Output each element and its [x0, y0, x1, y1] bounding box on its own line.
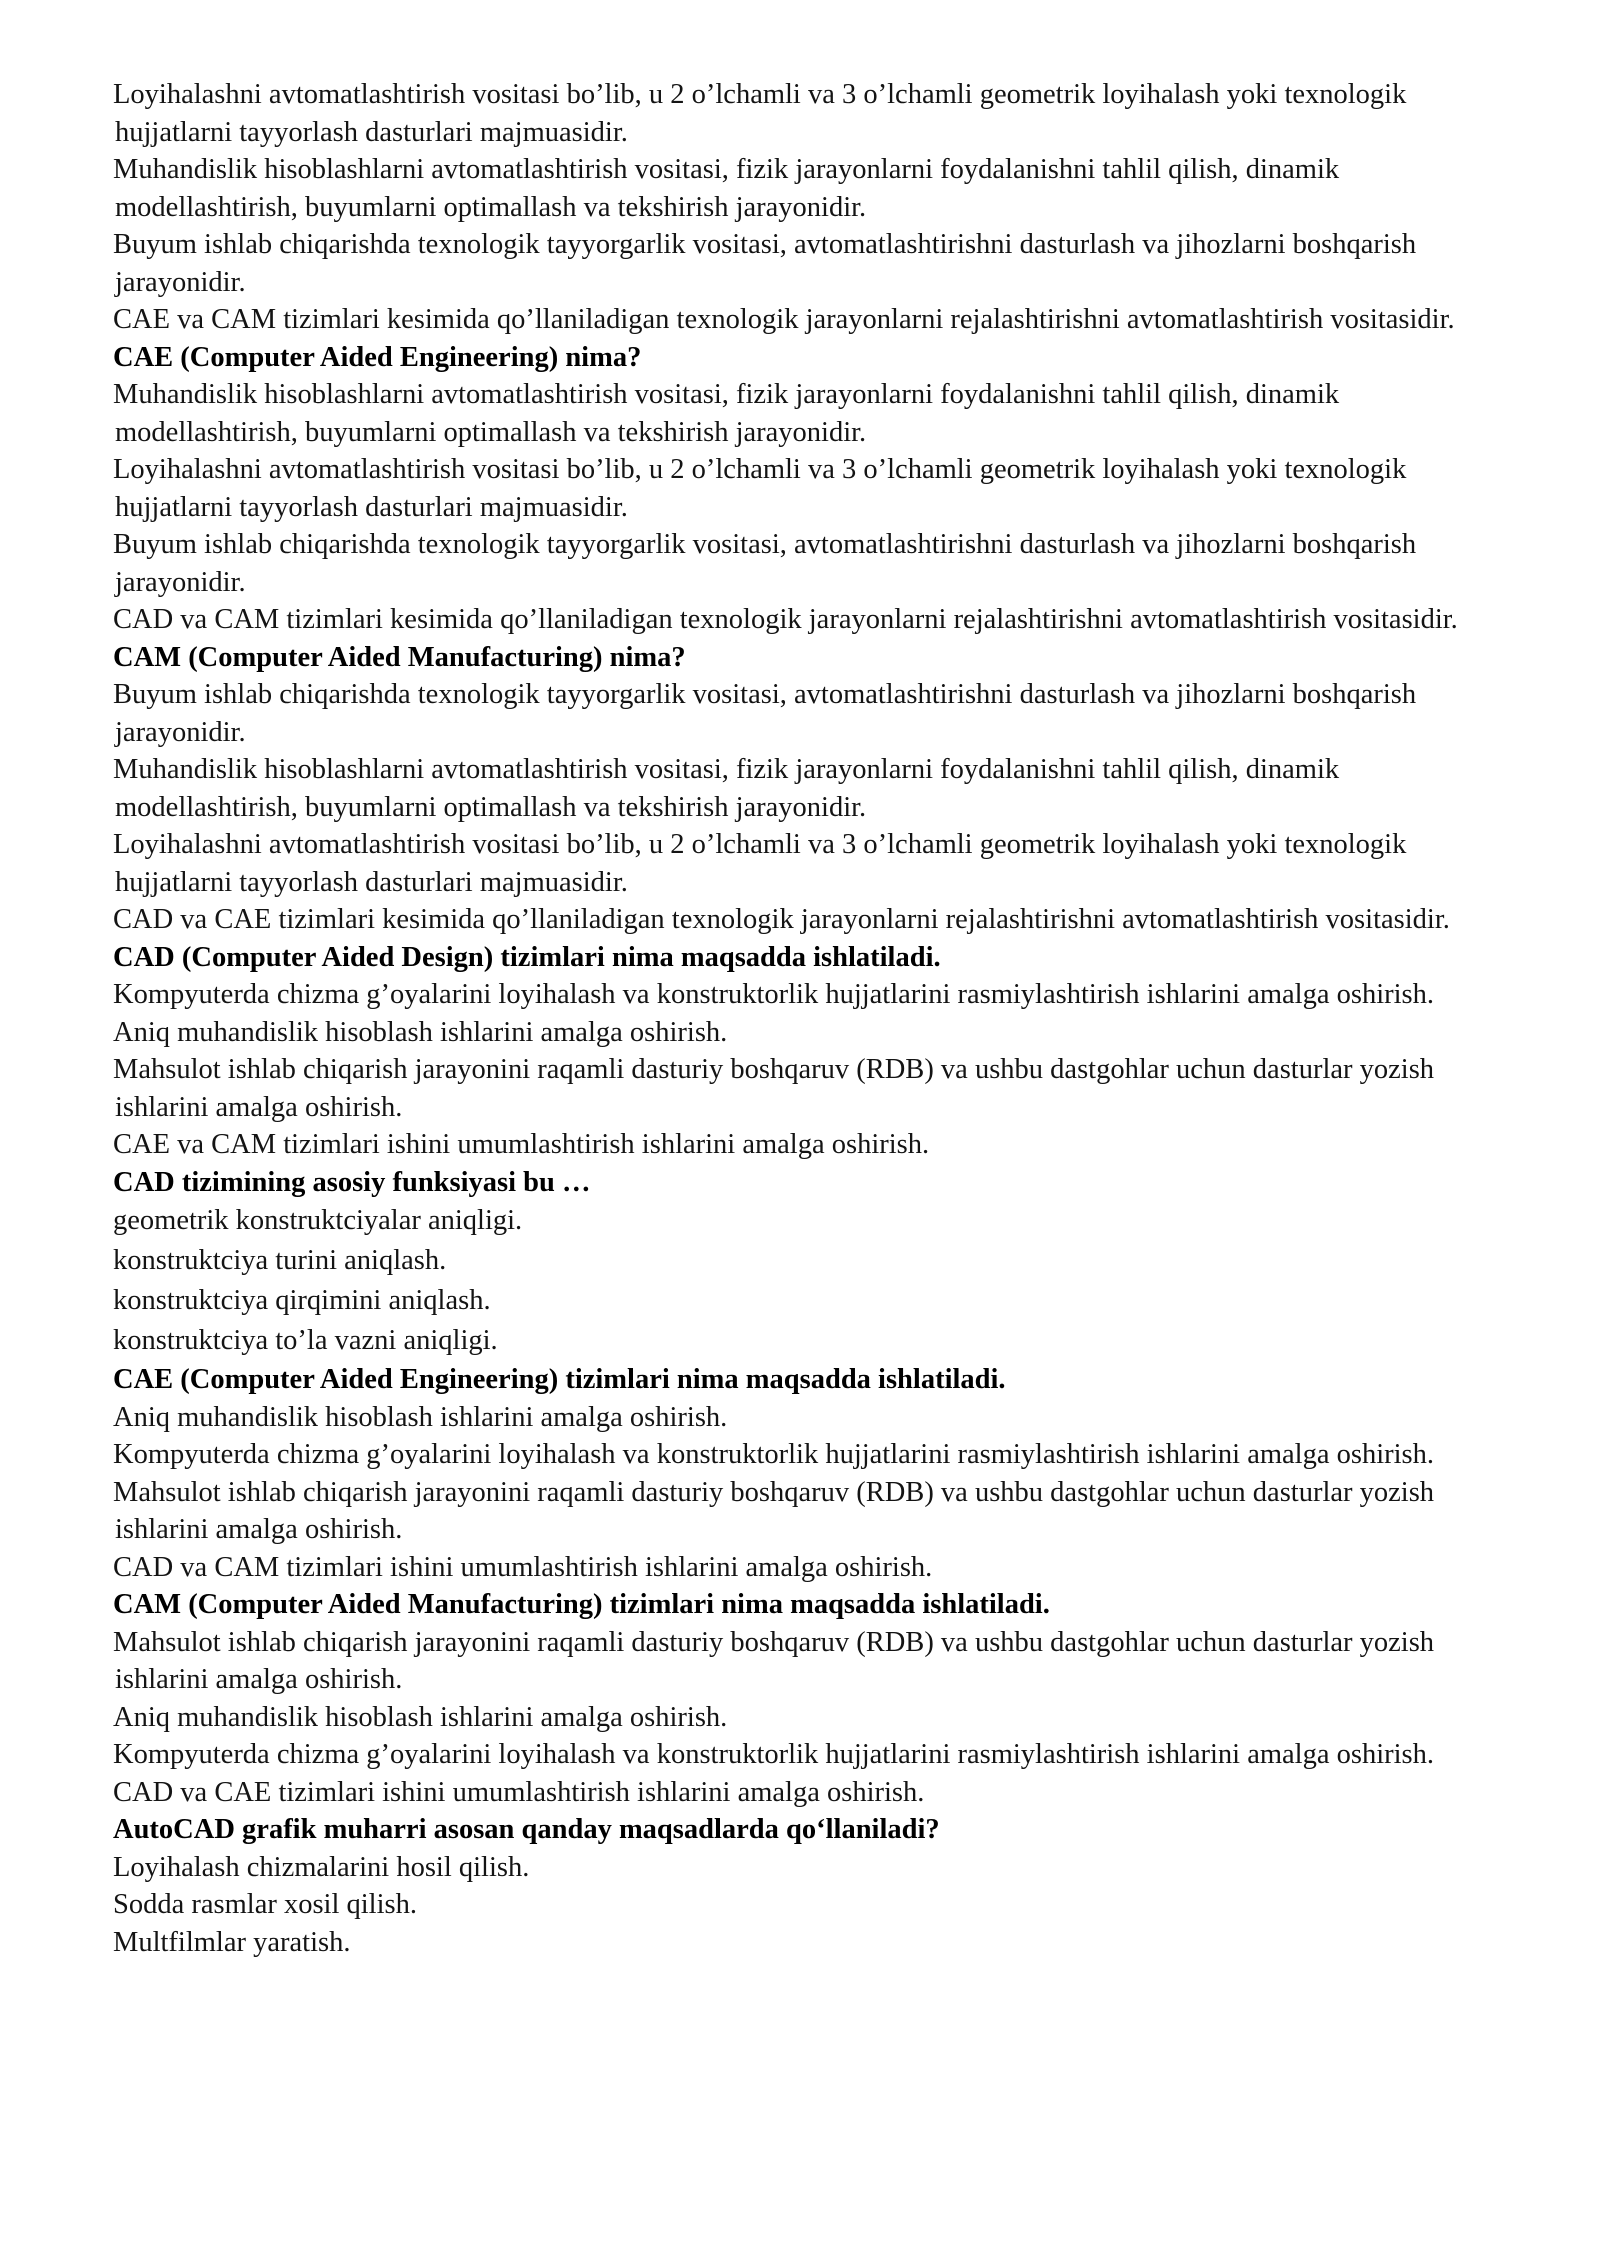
- answer-option: Aniq muhandislik hisoblash ishlarini amalga oshirish.: [113, 1016, 728, 1048]
- question-heading: CAE (Computer Aided Engineering) nima?: [113, 341, 642, 373]
- answer-option: konstruktciya turini aniqlash.: [113, 1245, 447, 1276]
- answer-option: Kompyuterda chizma g’oyalarini loyihalash va konstruktorlik hujjatlarini rasmiylashtirish ishlarini amalga oshirish.: [113, 1739, 1435, 1770]
- answer-option: CAE va CAM tizimlari ishini umumlashtirish ishlarini amalga oshirish.: [113, 1129, 930, 1160]
- answer-option: Buyum ishlab chiqarishda texnologik tayyorgarlik vositasi, avtomatlashtirishni dasturlash va jihozlarni boshqarish jarayonidir.: [113, 679, 1417, 748]
- answer-option: Aniq muhandislik hisoblash ishlarini amalga oshirish.: [113, 1701, 728, 1733]
- answer-option: Kompyuterda chizma g’oyalarini loyihalash va konstruktorlik hujjatlarini rasmiylashtirish ishlarini amalga oshirish.: [113, 979, 1435, 1010]
- answer-option: konstruktciya to’la vazni aniqligi.: [113, 1325, 498, 1356]
- answer-option: Loyihalashni avtomatlashtirish vositasi bo’lib, u 2 o’lchamli va 3 o’lchamli geometrik loyihalash yoki texnologik hujjatlarni tayyorlash dasturlari majmuasidir.: [113, 454, 1407, 523]
- answer-option: konstruktciya qirqimini aniqlash.: [113, 1285, 491, 1316]
- answer-option: CAD va CAM tizimlari kesimida qo’llaniladigan texnologik jarayonlarni rejalashtirishni avtomatlashtirish vositasidir.: [113, 604, 1458, 635]
- answer-option: Loyihalashni avtomatlashtirish vositasi bo’lib, u 2 o’lchamli va 3 o’lchamli geometrik loyihalash yoki texnologik hujjatlarni tayyorlash dasturlari majmuasidir.: [113, 79, 1407, 148]
- answer-option: Aniq muhandislik hisoblash ishlarini amalga oshirish.: [113, 1401, 728, 1433]
- question-heading: AutoCAD grafik muharri asosan qanday maqsadlarda qo‘llaniladi?: [113, 1814, 940, 1845]
- question-heading: CAD tizimining asosiy funksiyasi bu …: [113, 1166, 591, 1198]
- answer-option: Loyihalashni avtomatlashtirish vositasi bo’lib, u 2 o’lchamli va 3 o’lchamli geometrik loyihalash yoki texnologik hujjatlarni tayyorlash dasturlari majmuasidir.: [113, 829, 1407, 898]
- question-heading: CAM (Computer Aided Manufacturing) nima?: [113, 641, 686, 673]
- answer-option: CAD va CAE tizimlari kesimida qo’llaniladigan texnologik jarayonlarni rejalashtirishni avtomatlashtirish vositasidir.: [113, 904, 1450, 935]
- answer-option: Sodda rasmlar xosil qilish.: [113, 1889, 417, 1920]
- answer-option: CAE va CAM tizimlari kesimida qo’llaniladigan texnologik jarayonlarni rejalashtirishni avtomatlashtirish vositasidir.: [113, 304, 1455, 335]
- answer-option: Buyum ishlab chiqarishda texnologik tayyorgarlik vositasi, avtomatlashtirishni dasturlash va jihozlarni boshqarish jarayonidir.: [113, 229, 1417, 298]
- answer-option: CAD va CAE tizimlari ishini umumlashtirish ishlarini amalga oshirish.: [113, 1776, 925, 1808]
- answer-option: Mahsulot ishlab chiqarish jarayonini raqamli dasturiy boshqaruv (RDB) va ushbu dastgohlar uchun dasturlar yozish ishlarini amalga oshirish.: [113, 1476, 1435, 1545]
- document-body: [113, 76, 1513, 1961]
- answer-option: CAD va CAM tizimlari ishini umumlashtirish ishlarini amalga oshirish.: [113, 1551, 933, 1583]
- question-heading: CAD (Computer Aided Design) tizimlari nima maqsadda ishlatiladi.: [113, 941, 941, 973]
- answer-option: Mahsulot ishlab chiqarish jarayonini raqamli dasturiy boshqaruv (RDB) va ushbu dastgohlar uchun dasturlar yozish ishlarini amalga oshirish.: [113, 1054, 1435, 1123]
- answer-option: geometrik konstruktciyalar aniqligi.: [113, 1205, 523, 1236]
- answer-option: Kompyuterda chizma g’oyalarini loyihalash va konstruktorlik hujjatlarini rasmiylashtirish ishlarini amalga oshirish.: [113, 1439, 1435, 1470]
- answer-option: Multfilmlar yaratish.: [113, 1926, 351, 1958]
- answer-option: Buyum ishlab chiqarishda texnologik tayyorgarlik vositasi, avtomatlashtirishni dasturlash va jihozlarni boshqarish jarayonidir.: [113, 529, 1417, 598]
- answer-option: Muhandislik hisoblashlarni avtomatlashtirish vositasi, fizik jarayonlarni foydalanishni tahlil qilish, dinamik modellashtirish, buyumlarni optimallash va tekshirish jarayonidir.: [113, 754, 1340, 823]
- question-heading: CAM (Computer Aided Manufacturing) tizimlari nima maqsadda ishlatiladi.: [113, 1589, 1050, 1620]
- answer-option: Muhandislik hisoblashlarni avtomatlashtirish vositasi, fizik jarayonlarni foydalanishni tahlil qilish, dinamik modellashtirish, buyumlarni optimallash va tekshirish jarayonidir.: [113, 154, 1340, 223]
- answer-option: Loyihalash chizmalarini hosil qilish.: [113, 1851, 530, 1883]
- answer-option: Muhandislik hisoblashlarni avtomatlashtirish vositasi, fizik jarayonlarni foydalanishni tahlil qilish, dinamik modellashtirish, buyumlarni optimallash va tekshirish jarayonidir.: [113, 379, 1340, 448]
- question-heading: CAE (Computer Aided Engineering) tizimlari nima maqsadda ishlatiladi.: [113, 1364, 1006, 1395]
- answer-option: Mahsulot ishlab chiqarish jarayonini raqamli dasturiy boshqaruv (RDB) va ushbu dastgohlar uchun dasturlar yozish ishlarini amalga oshirish.: [113, 1626, 1435, 1695]
